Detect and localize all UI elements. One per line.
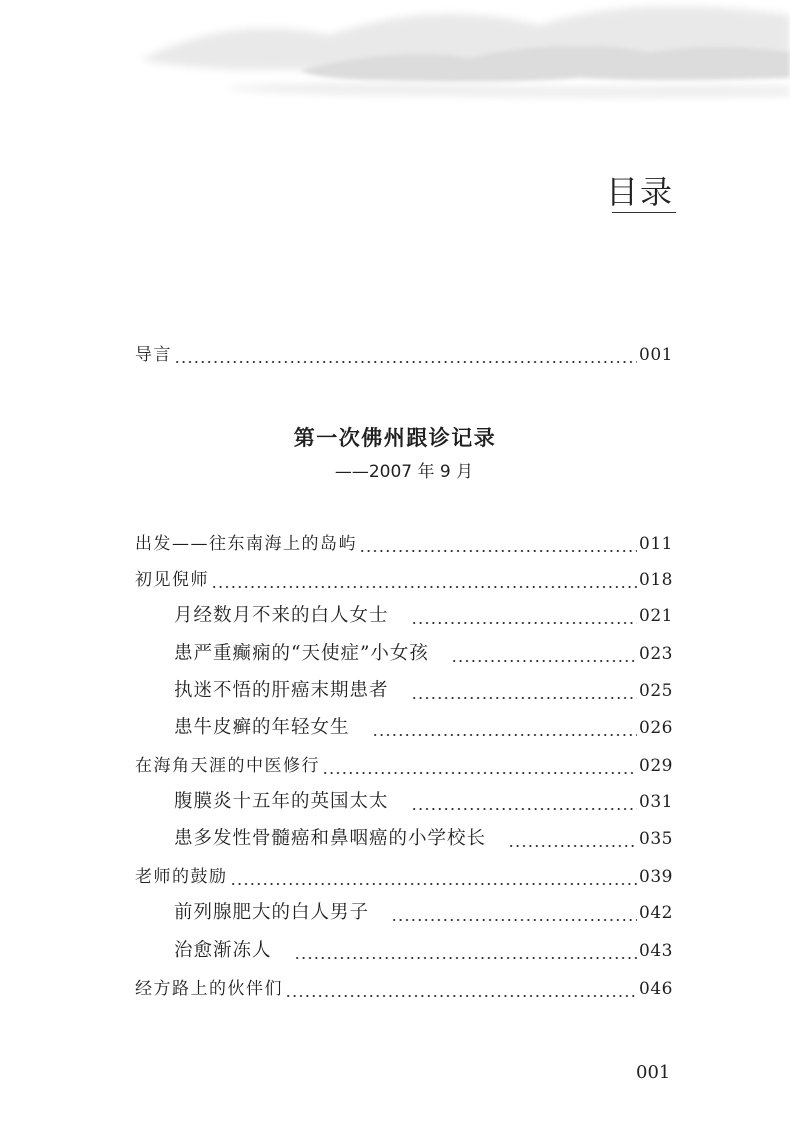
- dot-leader: [391, 901, 637, 925]
- toc-entry-label: 患严重癫痫的“天使症”小女孩: [174, 643, 429, 664]
- title-underline: [612, 212, 676, 213]
- toc-entry[interactable]: [135, 865, 673, 889]
- toc-entry-page: 046: [639, 979, 673, 999]
- dot-leader: [174, 343, 637, 367]
- dot-leader: [508, 827, 637, 851]
- toc-entry-page: 018: [639, 570, 673, 590]
- section-subtitle: ——2007 年 9 月: [334, 462, 474, 482]
- dot-leader: [372, 716, 638, 740]
- toc-entry-label: 前列腺肥大的白人男子: [174, 902, 370, 923]
- toc-entry-label: 月经数月不来的白人女士: [174, 605, 389, 626]
- toc-subentry[interactable]: [174, 901, 673, 925]
- toc-entry-label: 出发——往东南海上的岛屿: [135, 534, 357, 554]
- toc-entry-page: 011: [639, 534, 673, 554]
- toc-entry-label: 腹膜炎十五年的英国太太: [174, 791, 389, 812]
- toc-entry-label: 患多发性骨髓癌和鼻咽癌的小学校长: [174, 828, 487, 849]
- toc-entry-page: 026: [639, 718, 673, 738]
- toc-entry-label: 初见倪师: [135, 570, 209, 590]
- dot-leader: [411, 790, 638, 814]
- toc-entry-label: 经方路上的伙伴们: [135, 979, 283, 999]
- toc-entry-page: 023: [639, 644, 673, 664]
- toc-entry-page: 001: [639, 345, 673, 365]
- dot-leader: [451, 642, 637, 666]
- toc-entry-page: 042: [639, 903, 673, 923]
- dot-leader: [411, 679, 638, 703]
- toc-entry-intro[interactable]: [135, 343, 673, 367]
- toc-subentry[interactable]: [174, 679, 673, 703]
- toc-entry-label: 执迷不悟的肝癌末期患者: [174, 680, 389, 701]
- toc-entry[interactable]: [135, 532, 673, 556]
- toc-entry-page: 025: [639, 681, 673, 701]
- dot-leader: [411, 604, 638, 628]
- toc-entry-label: 治愈渐冻人: [174, 940, 272, 961]
- toc-entry[interactable]: [135, 977, 673, 1001]
- dot-leader: [294, 939, 638, 963]
- page-title: 目录: [605, 173, 674, 211]
- dot-leader: [230, 865, 638, 889]
- toc-subentry[interactable]: [174, 716, 673, 740]
- toc-entry-page: 035: [639, 829, 673, 849]
- toc-entry[interactable]: [135, 754, 673, 778]
- toc-entry-page: 021: [639, 606, 673, 626]
- dot-leader: [359, 532, 637, 556]
- dot-leader: [211, 568, 637, 592]
- toc-entry-page: 029: [639, 756, 673, 776]
- dot-leader: [285, 977, 637, 1001]
- toc-subentry[interactable]: [174, 939, 673, 963]
- toc-entry-page: 031: [639, 792, 673, 812]
- page-number: 001: [636, 1062, 671, 1083]
- dot-leader: [322, 754, 637, 778]
- toc-entry[interactable]: [135, 568, 673, 592]
- toc-entry-label: 患牛皮癣的年轻女生: [174, 717, 350, 738]
- toc-entry-label: 导言: [135, 345, 172, 365]
- toc-entry-label: 在海角天涯的中医修行: [135, 756, 320, 776]
- section-title: 第一次佛州跟诊记录: [293, 426, 497, 450]
- toc-subentry[interactable]: [174, 827, 673, 851]
- toc-subentry[interactable]: [174, 642, 673, 666]
- toc-subentry[interactable]: [174, 604, 673, 628]
- toc-entry-page: 039: [639, 867, 673, 887]
- toc-entry-label: 老师的鼓励: [135, 867, 228, 887]
- toc-entry-page: 043: [639, 941, 673, 961]
- ink-mountain-mist: [0, 0, 790, 110]
- toc-subentry[interactable]: [174, 790, 673, 814]
